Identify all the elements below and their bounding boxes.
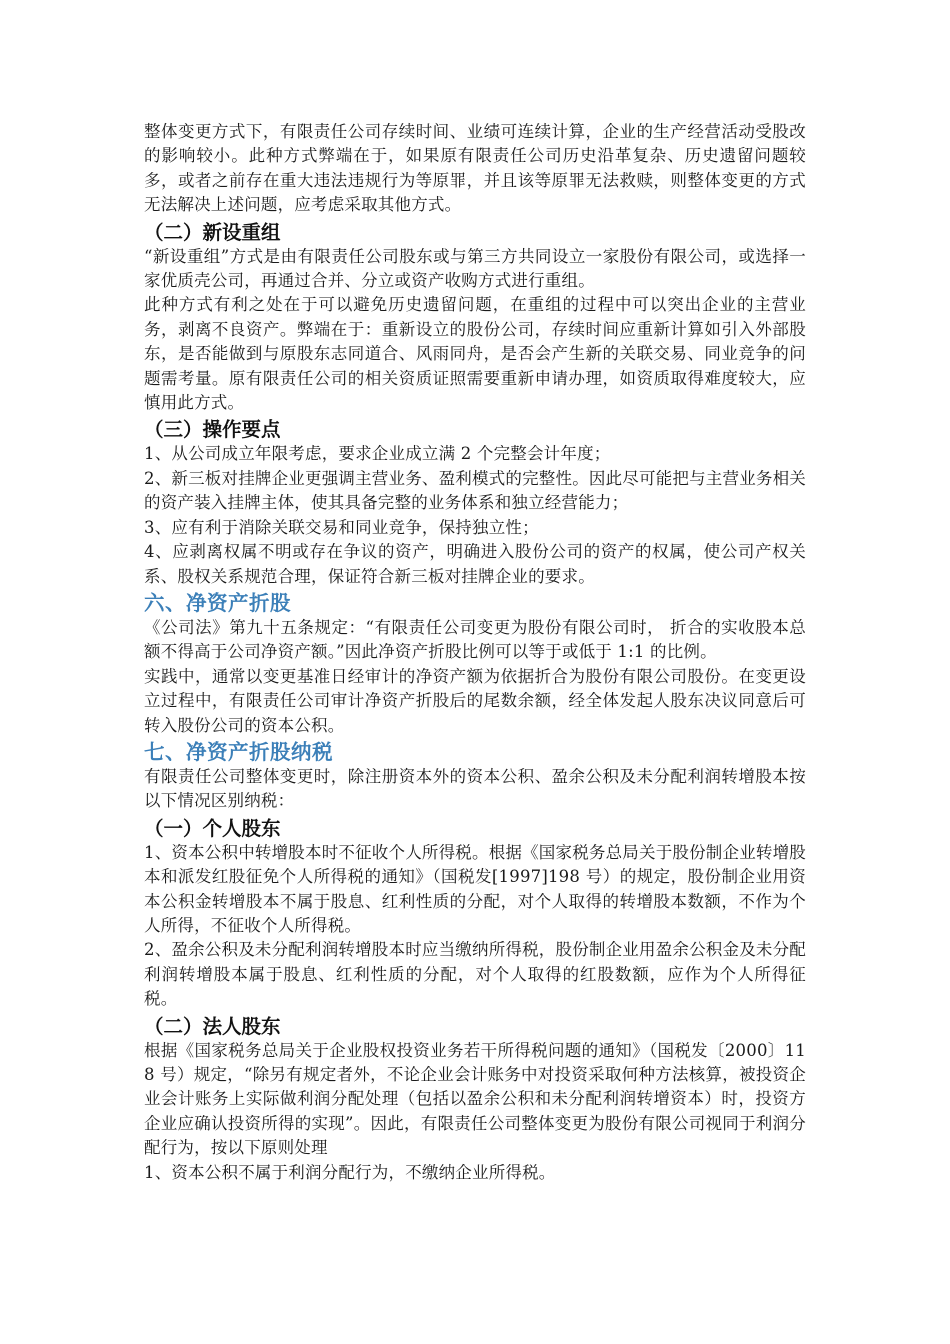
list-item-operation-1: 1、从公司成立年限考虑，要求企业成立满 2 个完整会计年度； xyxy=(144,444,611,464)
document-page xyxy=(144,120,806,1185)
paragraph-overall-change: 整体变更方式下，有限责任公司存续时间、业绩可连续计算，企业的生产经营活动受股改的影响较小。此种方式弊端在于，如果原有限责任公司历史沿革复杂、历史遗留问题较多，或者之前存在重大违法违规行为等原罪，并且该等原罪无法救赎，则整体变更的方式无法解决上述问题，应考虑采取其他方式。 xyxy=(144,122,806,215)
section-heading-net-asset-conversion: 六、净资产折股 xyxy=(144,590,291,615)
section-heading-conversion-tax: 七、净资产折股纳税 xyxy=(144,739,333,764)
heading-individual-shareholders: （一）个人股东 xyxy=(144,816,281,840)
paragraph-new-restructuring-definition: “新设重组”方式是由有限责任公司股东或与第三方共同设立一家股份有限公司，或选择一家优质壳公司，再通过合并、分立或资产收购方式进行重组。 xyxy=(144,246,806,291)
paragraph-practice: 实践中，通常以变更基准日经审计的净资产额为依据折合为股份有限公司股份。在变更设立过程中，有限责任公司审计净资产折股后的尾数余额，经全体发起人股东决议同意后可转入股份公司的资本公积。 xyxy=(144,666,806,735)
heading-operation-points: （三）操作要点 xyxy=(144,418,281,442)
paragraph-corporate-notice: 根据《国家税务总局关于企业股权投资业务若干所得税问题的通知》（国税发〔2000〕118 号）规定，“除另有规定者外，不论企业会计账务中对投资采取何种方法核算，被投资企业会计账务上实际做利润分配处理（包括以盈余公积和未分配利润转增资本）时，投资方企业应确认投资所得的实现”。因此，有限责任公司整体变更为股份有限公司视同于利润分配行为，按以下原则处理 xyxy=(144,1040,806,1158)
list-item-individual-2: 2、盈余公积及未分配利润转增股本时应当缴纳所得税，股份制企业用盈余公积金及未分配利润转增股本属于股息、红利性质的分配，对个人取得的红股数额，应作为个人所得征税。 xyxy=(144,940,806,1009)
list-item-individual-1: 1、资本公积中转增股本时不征收个人所得税。根据《国家税务总局关于股份制企业转增股本和派发红股征免个人所得税的通知》（国税发[1997]198 号）的规定，股份制企业用资本公积金转增股本不属于股息、红利性质的分配，对个人取得的转增股本数额，不作为个人所得，不征收个人所得税。 xyxy=(144,842,806,935)
paragraph-company-law: 《公司法》第九十五条规定：“有限责任公司变更为股份有限公司时， 折合的实收股本总额不得高于公司净资产额。”因此净资产折股比例可以等于或低于 1:1 的比例。 xyxy=(144,617,806,662)
list-item-operation-3: 3、应有利于消除关联交易和同业竞争，保持独立性； xyxy=(144,517,539,537)
heading-corporate-shareholders: （二）法人股东 xyxy=(144,1014,281,1038)
paragraph-tax-intro: 有限责任公司整体变更时，除注册资本外的资本公积、盈余公积及未分配利润转增股本按以下情况区别纳税： xyxy=(144,766,806,811)
paragraph-new-restructuring-pros-cons: 此种方式有利之处在于可以避免历史遗留问题，在重组的过程中可以突出企业的主营业务，剥离不良资产。弊端在于：重新设立的股份公司，存续时间应重新计算如引入外部股东，是否能做到与原股东志同道合、风雨同舟，是否会产生新的关联交易、同业竞争的问题需考量。原有限责任公司的相关资质证照需要重新申请办理，如资质取得难度较大，应慎用此方式。 xyxy=(144,295,806,413)
list-item-operation-2: 2、新三板对挂牌企业更强调主营业务、盈利模式的完整性。因此尽可能把与主营业务相关的资产装入挂牌主体，使其具备完整的业务体系和独立经营能力； xyxy=(144,468,806,513)
heading-new-restructuring: （二）新设重组 xyxy=(144,220,281,244)
list-item-operation-4: 4、应剥离权属不明或存在争议的资产，明确进入股份公司的资产的权属，使公司产权关系、股权关系规范合理，保证符合新三板对挂牌企业的要求。 xyxy=(144,542,806,586)
list-item-corporate-1: 1、资本公积不属于利润分配行为，不缴纳企业所得税。 xyxy=(144,1162,556,1182)
